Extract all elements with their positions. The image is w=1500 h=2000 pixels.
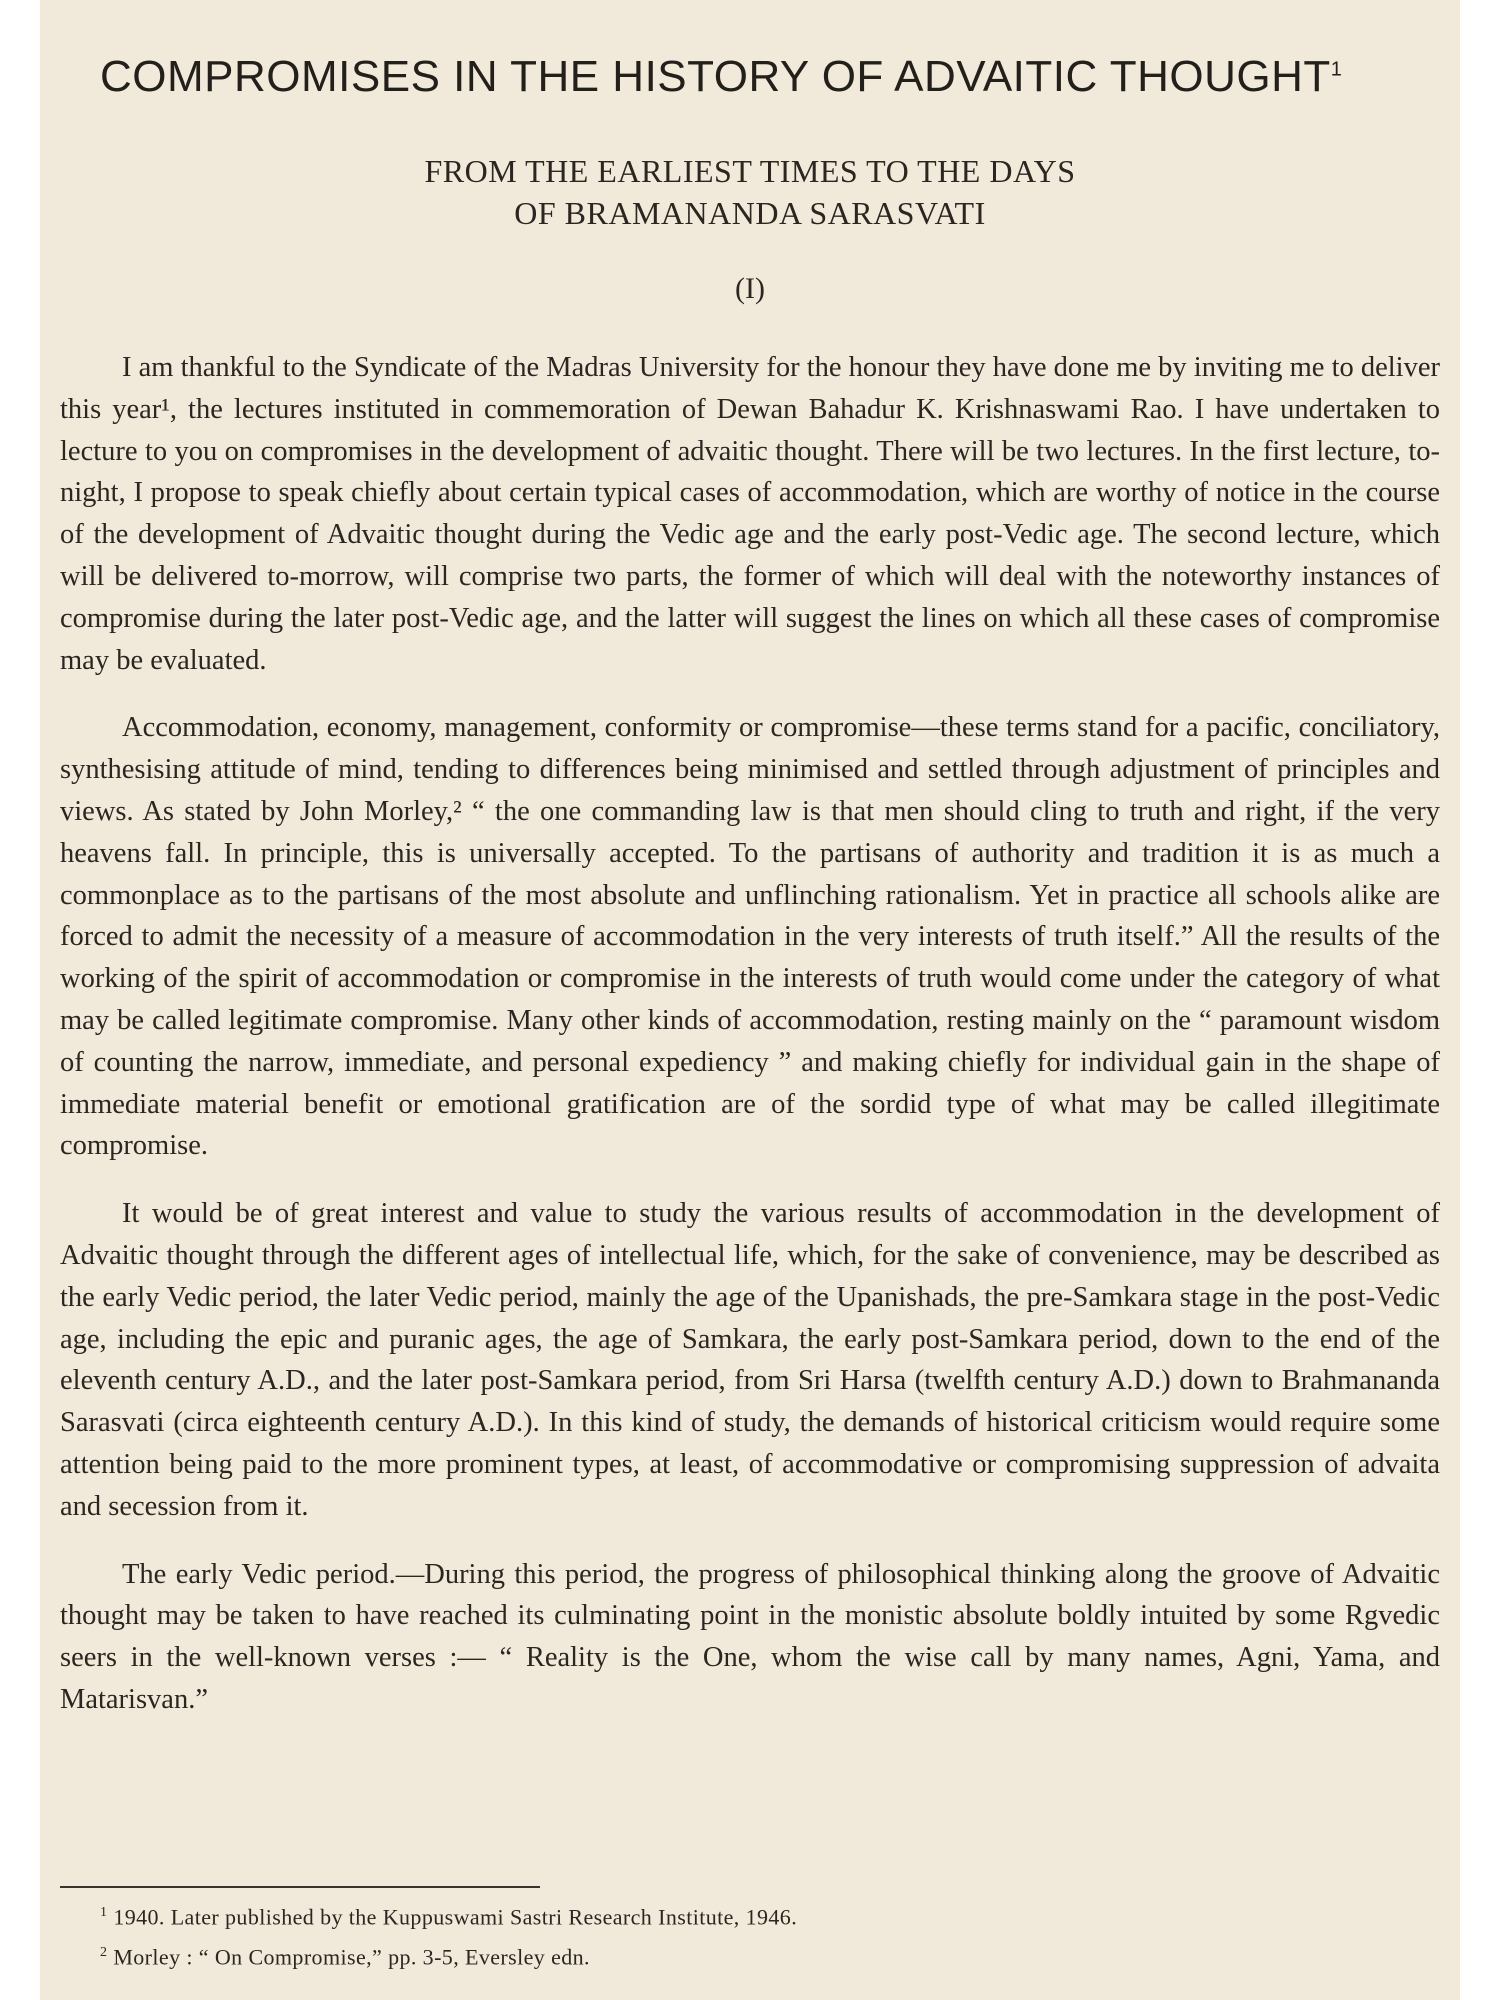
footnote-text: Morley : “ On Compromise,” pp. 3-5, Eversley edn. [113, 1944, 590, 1970]
section-number: (I) [735, 272, 765, 305]
footnote-text: 1940. Later published by the Kuppuswami Sastri Research Institute, 1946. [113, 1904, 798, 1930]
page-title [100, 52, 1342, 102]
footnote-1 [100, 1895, 797, 1935]
body-text [60, 347, 1440, 1721]
title-footnote-mark: 1 [1330, 58, 1343, 81]
title-text: COMPROMISES IN THE HISTORY OF ADVAITIC THOUGHT [100, 52, 1331, 101]
footnote-divider [60, 1886, 540, 1888]
subtitle [40, 150, 1460, 234]
paragraph-1: I am thankful to the Syndicate of the Madras University for the honour they have done me by inviting me to deliver this year¹, the lectures instituted in commemoration of Dewan Bahadur K. Krishnaswami Rao. I have undertaken to lecture to you on compromises in the development of advaitic thought. There will be two lectures. In the first lecture, to-night, I propose to speak chiefly about certain typical cases of accommodation, which are worthy of notice in the course of the development of Advaitic thought during the Vedic age and the early post-Vedic age. The second lecture, which will be delivered to-morrow, will comprise two parts, the former of which will deal with the noteworthy instances of compromise during the later post-Vedic age, and the latter will suggest the lines on which all these cases of compromise may be evaluated. [60, 352, 1440, 676]
footnote-mark: 1 [100, 1905, 108, 1920]
footnote-2 [100, 1935, 797, 1975]
subtitle-line-1: FROM THE EARLIEST TIMES TO THE DAYS [424, 153, 1076, 189]
document-page [40, 0, 1460, 2000]
footnotes [100, 1895, 797, 1976]
paragraph-2: Accommodation, economy, management, conformity or compromise—these terms stand for a pacific, conciliatory, synthesising attitude of mind, tending to differences being minimised and settled through adjustment of principles and views. As stated by John Morley,² “ the one commanding law is that men should cling to truth and right, if the very heavens fall. In principle, this is universally accepted. To the partisans of authority and tradition it is as much a commonplace as to the partisans of the most absolute and unflinching rationalism. Yet in practice all schools alike are forced to admit the necessity of a measure of accommodation in the very interests of truth itself.” All the results of the working of the spirit of accommodation or compromise in the interests of truth would come under the category of what may be called legitimate compromise. Many other kinds of accommodation, resting mainly on the “ paramount wisdom of counting the narrow, immediate, and personal expediency ” and making chiefly for individual gain in the shape of immediate material benefit or emotional gratification are of the sordid type of what may be called illegitimate compromise. [60, 712, 1440, 1162]
subtitle-line-2: OF BRAMANANDA SARASVATI [514, 195, 986, 231]
paragraph-4: The early Vedic period.—During this period, the progress of philosophical thinking along the groove of Advaitic thought may be taken to have reached its culminating point in the monistic absolute boldly intuited by some Rgvedic seers in the well-known verses :— “ Reality is the One, whom the wise call by many names, Agni, Yama, and Matarisvan.” [60, 1558, 1440, 1715]
footnote-mark: 2 [100, 1945, 108, 1961]
paragraph-3: It would be of great interest and value to study the various results of accommodation in the development of Advaitic thought through the different ages of intellectual life, which, for the sake of convenience, may be described as the early Vedic period, the later Vedic period, mainly the age of the Upanishads, the pre-Samkara stage in the post-Vedic age, including the epic and puranic ages, the age of Samkara, the early post-Samkara period, down to the end of the eleventh century A.D., and the later post-Samkara period, from Sri Harsa (twelfth century A.D.) down to Brahmananda Sarasvati (circa eighteenth century A.D.). In this kind of study, the demands of historical criticism would require some attention being paid to the more prominent types, at least, of accommodative or compromising suppression of advaita and secession from it. [60, 1198, 1440, 1522]
